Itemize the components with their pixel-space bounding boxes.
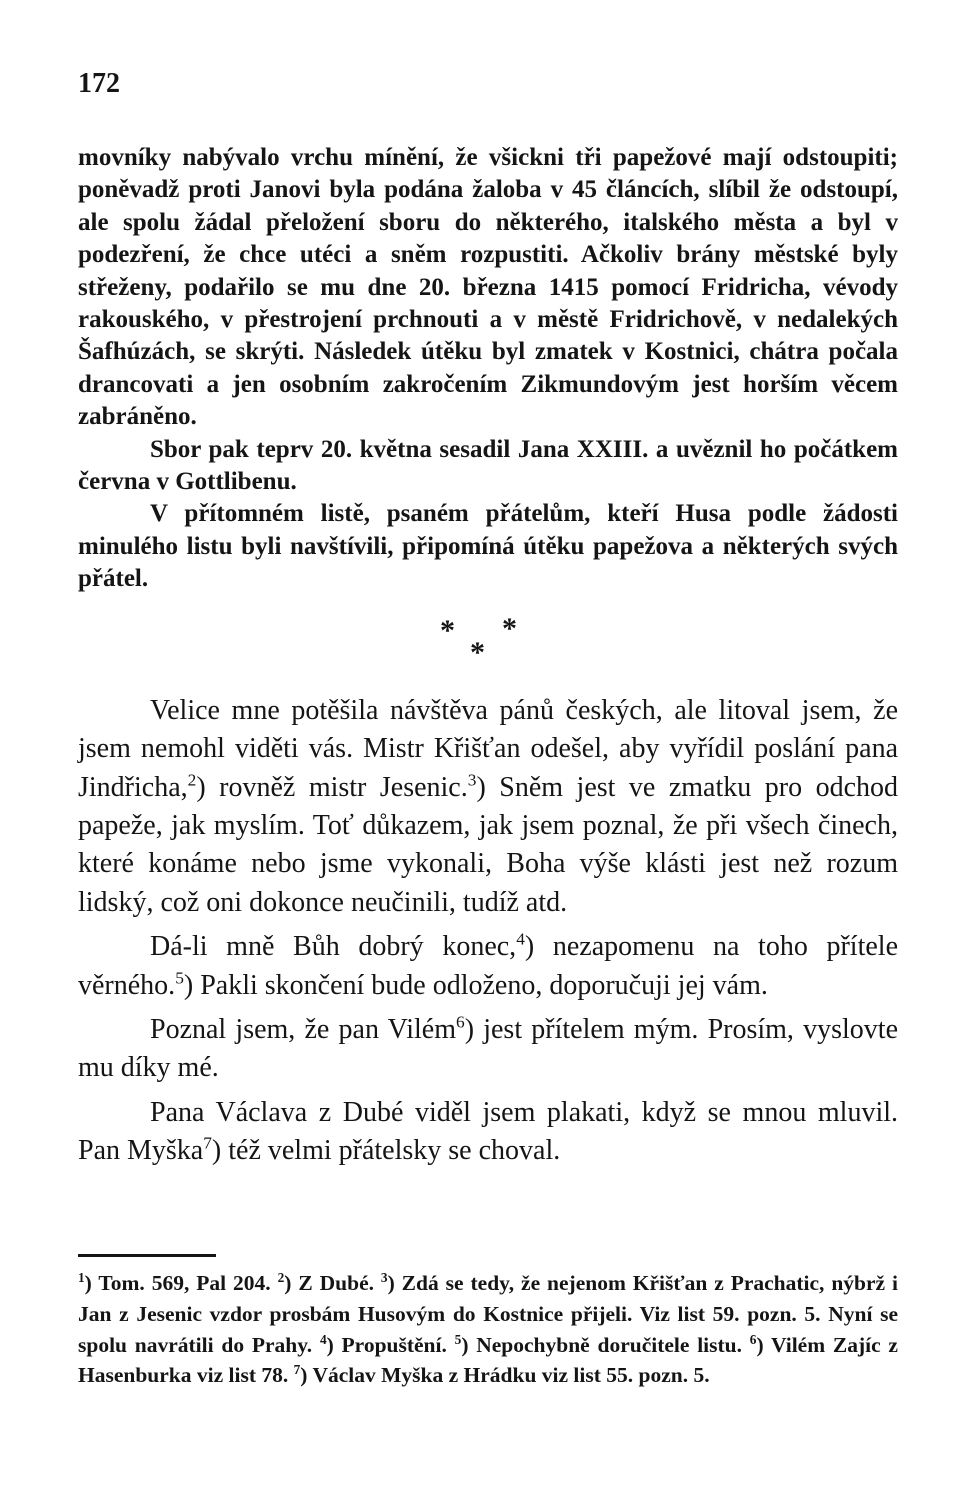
letter-paragraph: Velice mne potěšila návštěva pánů českých, ale litoval jsem, že jsem nemohl viděti vás. Mistr Křišťan odešel, aby vyřídil poslání pana Jindřicha,$^2$) rovněž mistr Jesenic.$^3$) Sněm jest ve zmatku pro odchod papeže, jak myslím. Toť důkazem, jak jsem poznal, že při všech činech, které konáme nebo jsme vykonali, Boha výše klásti jest než rozum lidský, což oni dokonce neučinili, tudíž atd. [78, 694, 898, 918]
footnote-marker: 7 [293, 1362, 301, 1378]
footnote-divider [78, 1254, 216, 1257]
footnote-marker: 4 [319, 1331, 327, 1347]
footnote-marker: 4 [516, 929, 525, 949]
footnotes [78, 1268, 898, 1391]
footnote-marker: 7 [203, 1133, 212, 1153]
asterisk: * [502, 611, 517, 645]
page-number: 172 [78, 68, 120, 99]
asterisk: * [440, 613, 455, 647]
letter-paragraph: Pana Václava z Dubé viděl jsem plakati, když se mnou mluvil. Pan Myška$^7$) též velmi přátelsky se choval. [78, 1096, 898, 1167]
asterisk: * [470, 635, 485, 669]
footnotes-text: $^1$) Tom. 569, Pal 204. $^2$) Z Dubé. $^3$) Zdá se tedy, že nejenom Křišťan z Prachatic, nýbrž i Jan z Jesenic vzdor prosbám Husovým do Kostnice přijeli. Viz list 59. pozn. 5. Nyní se spolu navrátili do Prahy. $^4$) Propuštění. $^5$) Nepochybně doručitele listu. $^6$) Vilém Zajíc z Hasenburka viz list 78. $^7$) Václav Myška z Hrádku viz list 55. pozn. 5. [78, 1269, 899, 1388]
footnote-marker: 5 [175, 968, 184, 988]
commentary-paragraph: V přítomném listě, psaném přátelům, kteří Husa podle žádosti minulého listu byli navštívili, připomíná útěku papežova a některých svých přátel. [78, 500, 898, 593]
commentary-paragraph: Sbor pak teprv 20. května sesadil Jana XXIII. a uvěznil ho počátkem června v Gottlibenu. [78, 435, 898, 496]
footnote-marker: 3 [467, 770, 477, 790]
section-separator-asterisks [78, 608, 898, 672]
letter-section [78, 692, 898, 1171]
commentary-section [78, 142, 898, 596]
letter-paragraph: Dá-li mně Bůh dobrý konec,$^4$) nezapomenu na toho přítele věrného.$^5$) Pakli skončení bude odloženo, doporučuji jej vám. [78, 929, 898, 1001]
footnote-marker: 2 [187, 770, 197, 790]
footnote-marker: 3 [380, 1269, 388, 1285]
commentary-paragraph: movníky nabývalo vrchu mínění, že všickni tři papežové mají odstoupiti; poněvadž proti Janovi byla podána žaloba v 45 článcích, slíbil že odstoupí, ale spolu žádal přeložení sboru do některého, italského města a byl v podezření, že chce utéci a sněm rozpustiti. Ačkoliv brány městské byly střeženy, podařilo se mu dne 20. března 1415 pomocí Fridricha, vévody rakouského, v přestrojení prchnouti a v městě Fridrichově, v nedalekých Šafhúzách, se skrýti. Následek útěku byl zmatek v Kostnici, chátra počala drancovati a jen osobním zakročením Zikmundovým jest horším věcem zabráněno. [78, 144, 898, 431]
footnote-marker: 6 [456, 1012, 465, 1032]
footnote-marker: 5 [454, 1331, 462, 1347]
footnote-marker: 1 [78, 1269, 85, 1285]
body-text [78, 142, 898, 1171]
footnote-marker: 2 [277, 1269, 285, 1285]
footnote-marker: 6 [749, 1331, 757, 1347]
letter-paragraph: Poznal jsem, že pan Vilém$^6$) jest přítelem mým. Prosím, vyslovte mu díky mé. [78, 1012, 899, 1084]
